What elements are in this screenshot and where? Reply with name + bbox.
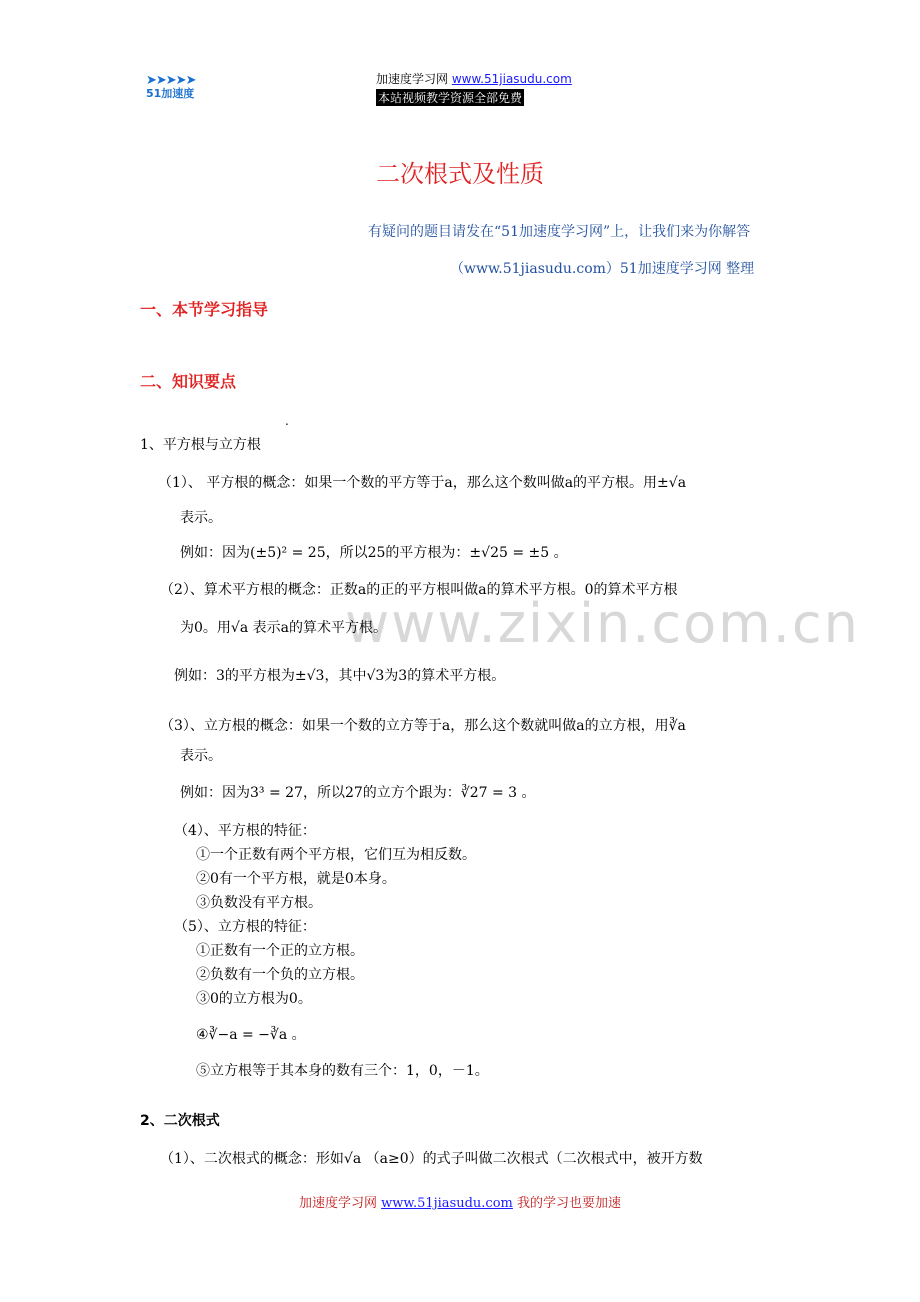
header-line [376,70,572,87]
site-logo [146,74,208,102]
note-line-2: （www.51jiasudu.com）51加速度学习网 整理 [450,261,755,277]
list-item: ①一个正数有两个平方根，它们互为相反数。 [196,847,476,863]
square-root-definition: （1）、 平方根的概念：如果一个数的平方等于a，那么这个数叫做a的平方根。用±√a [158,475,687,491]
footer-site-name: 加速度学习网 [298,1196,377,1211]
square-root-definition-cont: 表示。 [180,510,222,526]
cube-root-example: 例如：因为3³ = 27，所以27的立方个跟为：∛27 = 3 。 [180,785,536,801]
arrows-icon: ➤➤➤➤➤ [146,73,196,88]
header-site-name: 加速度学习网 [376,72,449,86]
subheading-roots: 1、平方根与立方根 [140,437,261,453]
arithmetic-root-definition-cont: 为0。用√a 表示a的算术平方根。 [180,620,387,636]
list-item: ④∛−a = −∛a 。 [196,1027,306,1043]
quadratic-radical-definition: （1）、二次根式的概念：形如√a （a≥0）的式子叫做二次根式（二次根式中，被开方数 [160,1151,703,1167]
arithmetic-root-example: 例如：3的平方根为±√3，其中√3为3的算术平方根。 [174,668,506,684]
list-item: ⑤立方根等于其本身的数有三个：1，0，－1。 [196,1063,489,1079]
footer [0,1192,920,1211]
footer-site-link[interactable]: www.51jiasudu.com [381,1196,513,1211]
logo-text: 51加速度 [146,87,195,100]
subheading-quadratic-radical: 2、二次根式 [140,1113,220,1129]
arithmetic-root-definition: （2）、算术平方根的概念：正数a的正的平方根叫做a的算术平方根。0的算术平方根 [160,582,678,598]
cube-root-definition: （3）、立方根的概念：如果一个数的立方等于a，那么这个数就叫做a的立方根，用∛a [160,718,686,734]
square-root-features-title: （4）、平方根的特征： [174,823,316,839]
section-heading-2: 二、知识要点 [140,372,237,391]
square-root-example: 例如：因为(±5)² = 25，所以25的平方根为：±√25 = ±5 。 [180,545,568,561]
note-line-1: 有疑问的题目请发在“51加速度学习网”上，让我们来为你解答 [368,224,751,240]
stray-dot: . [285,414,289,428]
cube-root-features-title: （5）、立方根的特征： [174,919,316,935]
header-site-link[interactable]: www.51jiasudu.com [451,72,572,86]
watermark: www.zixin.com.cn [345,592,860,655]
page-title: 二次根式及性质 [376,160,544,188]
list-item: ②0有一个平方根，就是0本身。 [196,871,396,887]
cube-root-definition-cont: 表示。 [180,748,222,764]
list-item: ①正数有一个正的立方根。 [196,943,364,959]
list-item: ③0的立方根为0。 [196,991,312,1007]
footer-slogan: 我的学习也要加速 [517,1196,622,1211]
list-item: ②负数有一个负的立方根。 [196,967,364,983]
header-tagline: 本站视频教学资源全部免费 [378,91,523,105]
list-item: ③负数没有平方根。 [196,895,322,911]
section-heading-1: 一、本节学习指导 [140,300,269,319]
